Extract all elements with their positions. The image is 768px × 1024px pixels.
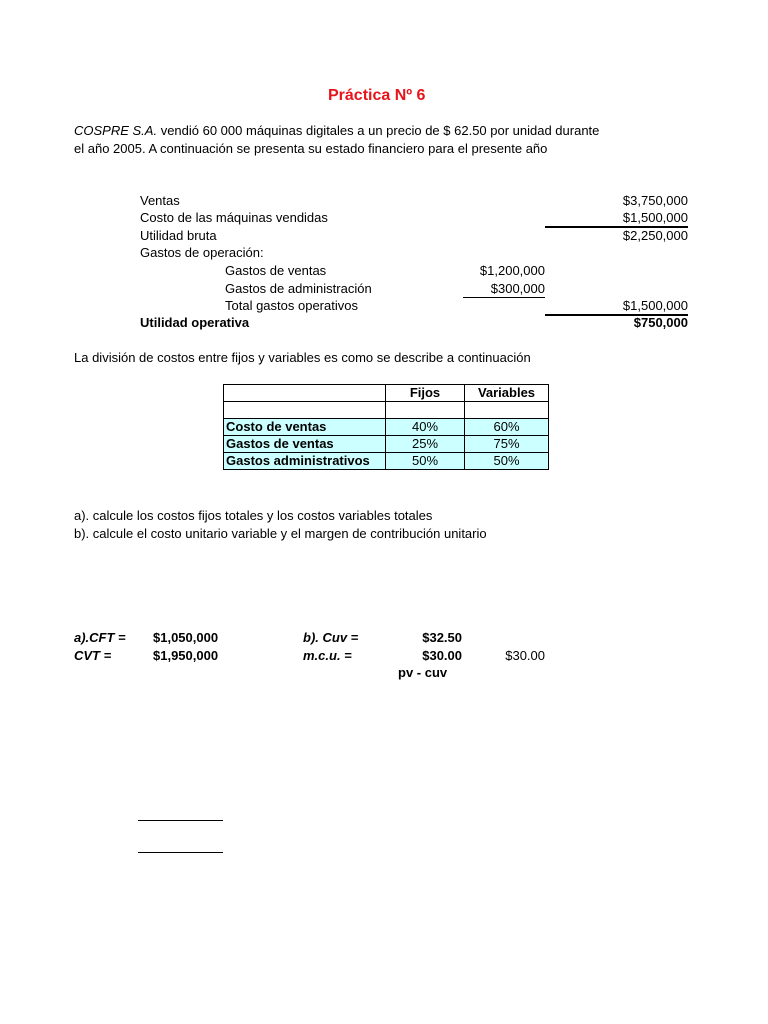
- intro-line-1-rest: vendió 60 000 máquinas digitales a un precio de $ 62.50 por unidad durante: [157, 123, 600, 138]
- gastos-admin-label: Gastos de administración: [225, 281, 372, 296]
- division-text: La división de costos entre fijos y variables es como se describe a continuación: [74, 350, 531, 365]
- question-b: b). calcule el costo unitario variable y el margen de contribución unitario: [74, 526, 487, 541]
- total-gastos-value: $1,500,000: [622, 298, 688, 313]
- costo-value: $1,500,000: [622, 210, 688, 225]
- row-variables: 60%: [465, 419, 549, 436]
- company-name: COSPRE S.A.: [74, 123, 158, 138]
- question-a: a). calcule los costos fijos totales y los costos variables totales: [74, 508, 433, 523]
- cuv-label: b). Cuv =: [303, 630, 359, 645]
- header-variables: Variables: [465, 385, 549, 402]
- row-fijos: 25%: [386, 436, 465, 453]
- header-empty-cell: [224, 385, 386, 402]
- intro-line-2: el año 2005. A continuación se presenta su estado financiero para el presente año: [74, 141, 548, 156]
- mcu-label: m.c.u. =: [303, 648, 352, 663]
- utilidad-operativa-label: Utilidad operativa: [140, 315, 250, 330]
- page-title: Práctica Nº 6: [328, 87, 426, 104]
- formula-text: pv - cuv: [398, 665, 448, 680]
- cft-value: $1,050,000: [153, 630, 219, 645]
- total-gastos-label: Total gastos operativos: [225, 298, 358, 313]
- intro-line-1: [74, 123, 599, 139]
- row-fijos: 40%: [386, 419, 465, 436]
- row-fijos: 50%: [386, 453, 465, 470]
- table-row: [224, 419, 549, 436]
- gastos-admin-value: $300,000: [490, 281, 545, 296]
- row-label: Gastos administrativos: [224, 453, 386, 470]
- cvt-label: CVT =: [74, 648, 112, 663]
- table-header-row: [224, 385, 549, 402]
- blank-answer-line: [138, 852, 223, 853]
- blank-answer-line: [138, 820, 223, 821]
- row-label: Costo de ventas: [224, 419, 386, 436]
- gastos-ventas-value: $1,200,000: [479, 263, 545, 278]
- utilidad-operativa-value: $750,000: [633, 315, 688, 330]
- utilidad-bruta-label: Utilidad bruta: [140, 228, 217, 243]
- mcu-value: $30.00: [422, 648, 462, 663]
- cft-label: a).CFT =: [74, 630, 126, 645]
- table-row: [224, 453, 549, 470]
- header-fijos: Fijos: [386, 385, 465, 402]
- blank-cell: [224, 402, 386, 419]
- ventas-value: $3,750,000: [622, 193, 688, 208]
- mcu-check-value: $30.00: [505, 648, 545, 663]
- table-row: [224, 436, 549, 453]
- cost-division-table: [223, 384, 549, 470]
- blank-cell: [386, 402, 465, 419]
- cuv-value: $32.50: [422, 630, 462, 645]
- table-blank-row: [224, 402, 549, 419]
- costo-label: Costo de las máquinas vendidas: [140, 210, 328, 225]
- utilidad-bruta-value: $2,250,000: [622, 228, 688, 243]
- blank-cell: [465, 402, 549, 419]
- row-variables: 75%: [465, 436, 549, 453]
- row-label: Gastos de ventas: [224, 436, 386, 453]
- gastos-operacion-label: Gastos de operación:: [140, 245, 264, 260]
- row-variables: 50%: [465, 453, 549, 470]
- gastos-admin-underline: [463, 297, 545, 298]
- cvt-value: $1,950,000: [153, 648, 219, 663]
- ventas-label: Ventas: [140, 193, 180, 208]
- gastos-ventas-label: Gastos de ventas: [225, 263, 327, 278]
